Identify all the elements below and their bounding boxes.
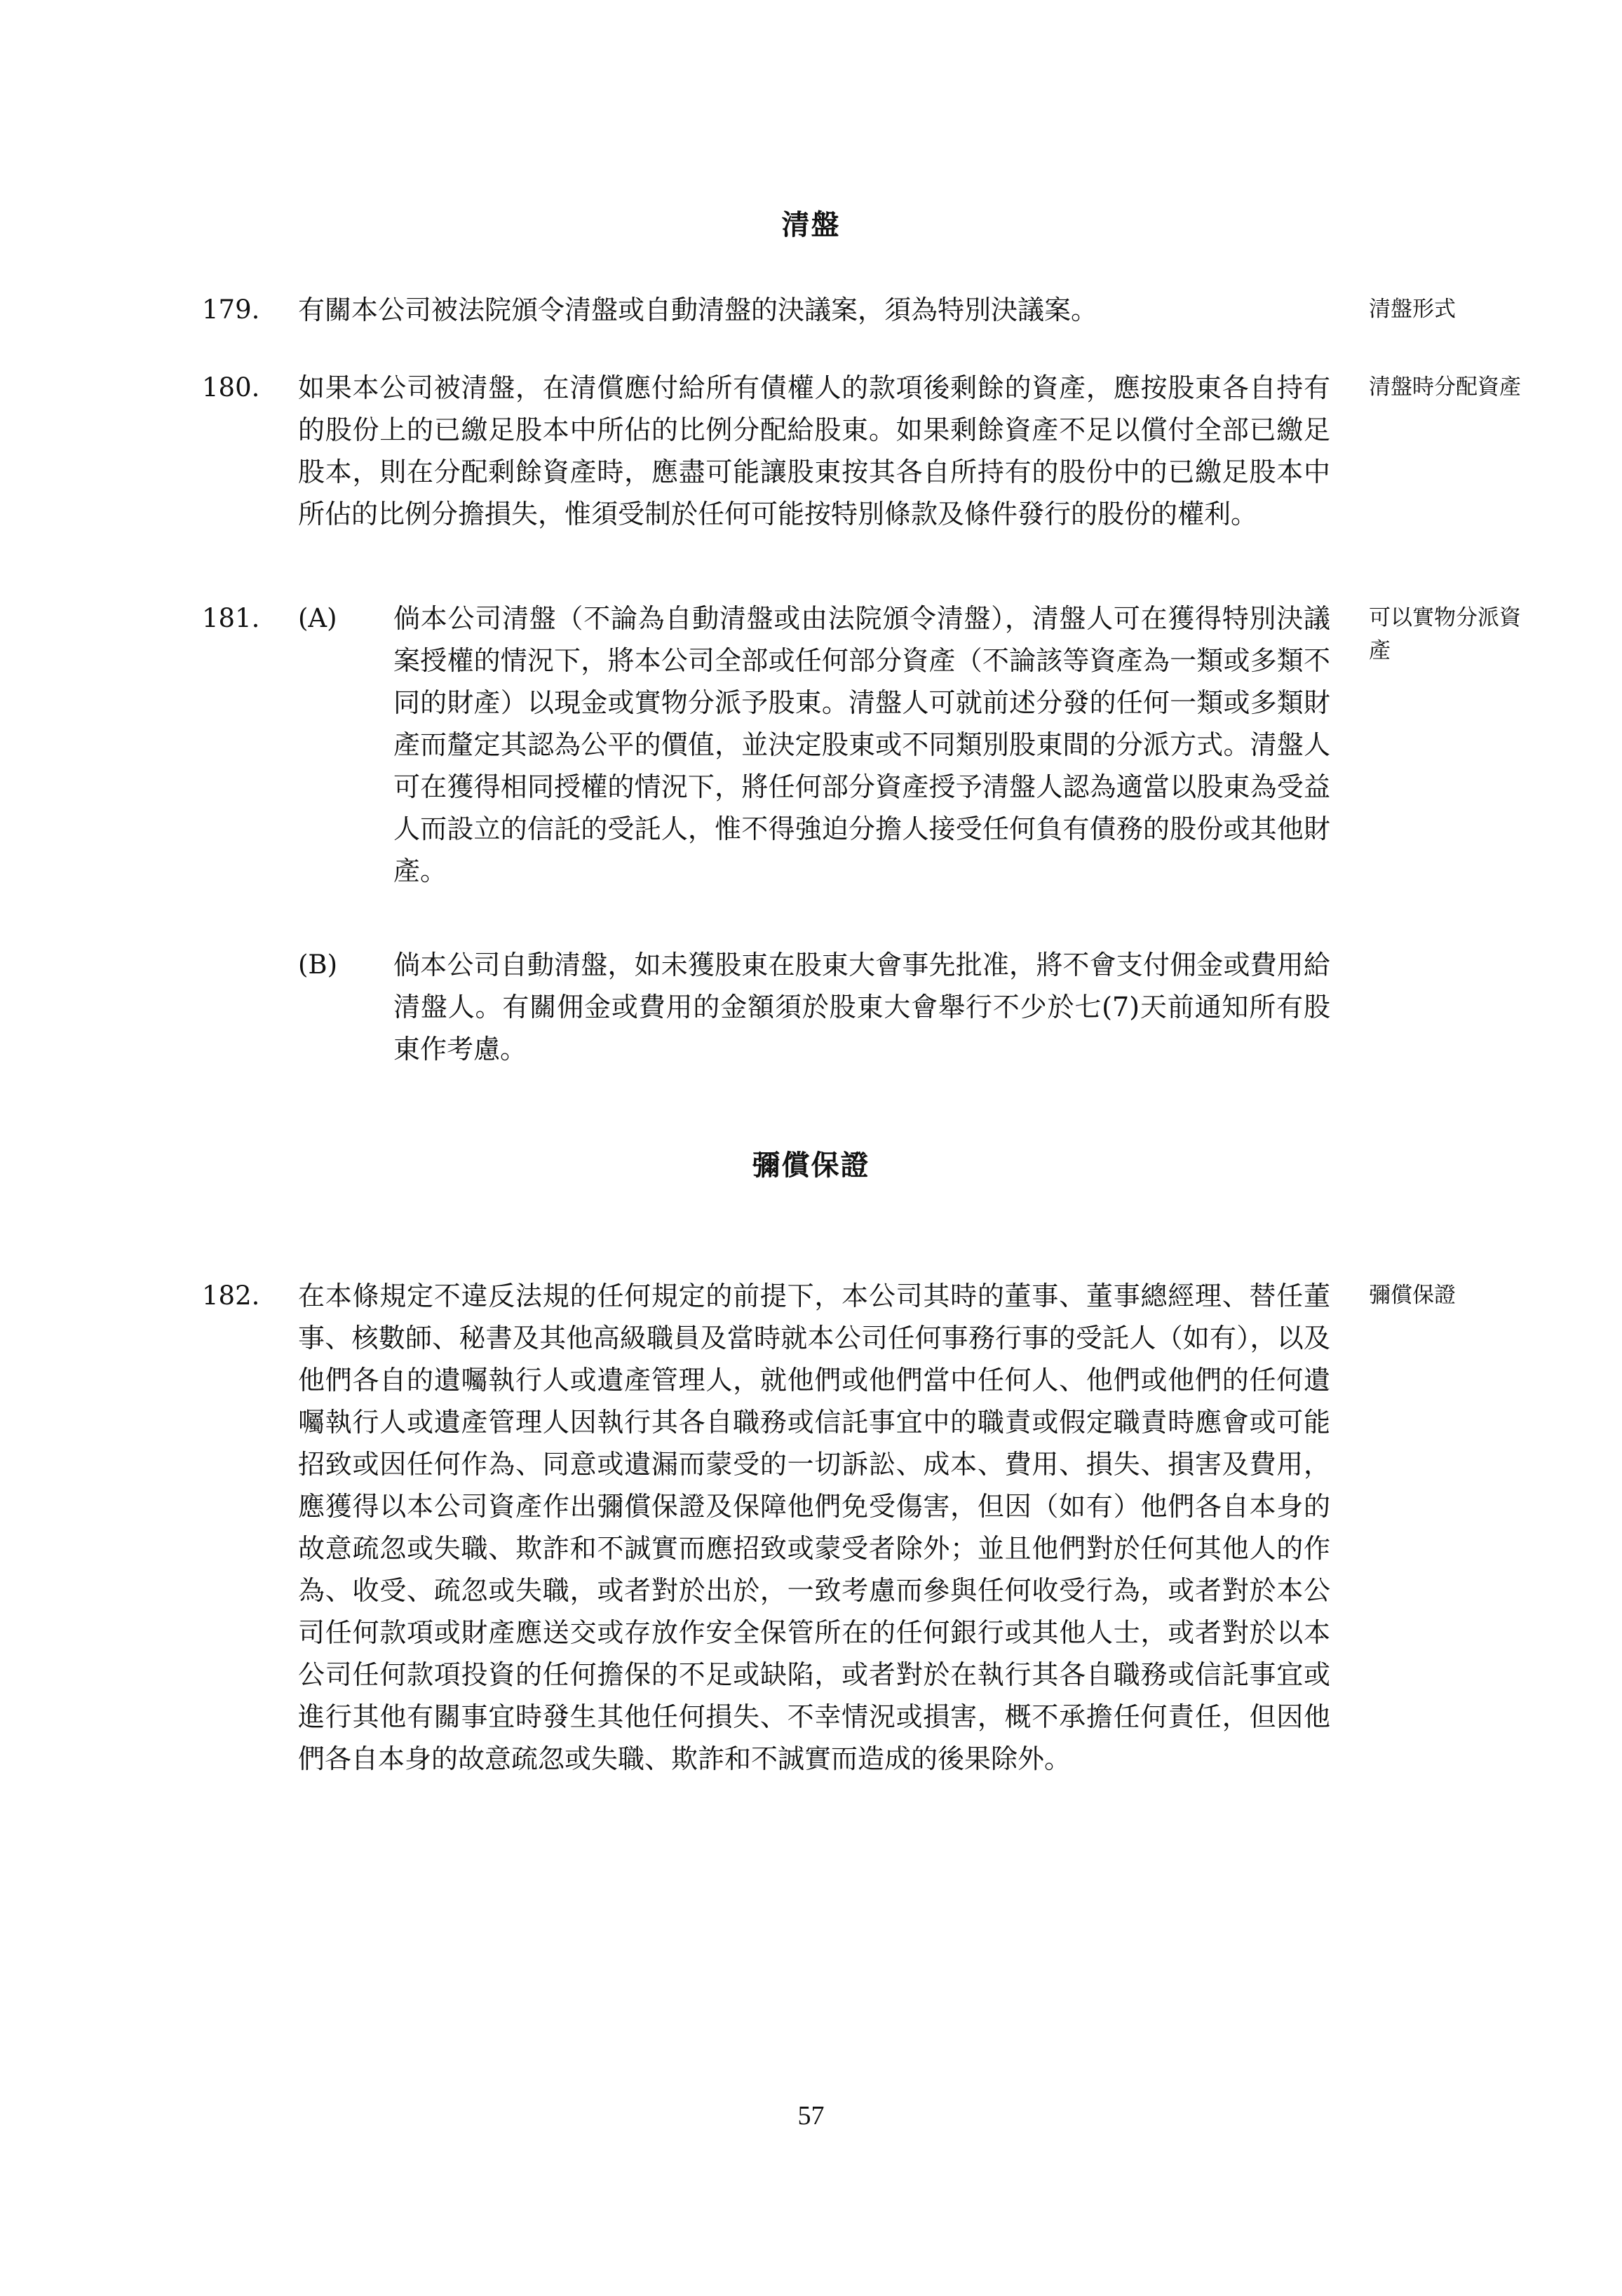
- subclause-text-181a: 倘本公司清盤（不論為自動清盤或由法院頒令清盤），清盤人可在獲得特別決議案授權的情況下，將本公司全部或任何部分資產（不論該等資產為一類或多類不同的財產）以現金或實物分派予股東。清盤人可就前述分發的任何一類或多類財產而釐定其認為公平的價值，並決定股東或不同類別股東間的分派方式。清盤人可在獲得相同授權的情況下，將任何部分資產授予清盤人認為適當以股東為受益人而設立的信託的受託人，惟不得強迫分擔人接受任何負有債務的股份或其他財產。: [393, 603, 1330, 886]
- section-heading-winding-up: 清盤: [781, 209, 841, 241]
- article-text-179: 有關本公司被法院頒令清盤或自動清盤的決議案，須為特別決議案。: [298, 295, 1098, 325]
- article-number-181: 181.: [202, 603, 260, 633]
- subclause-label-181b: (B): [298, 950, 338, 980]
- side-note-182: 彌償保證: [1369, 1283, 1456, 1308]
- article-number-179: 179.: [202, 295, 260, 325]
- article-text-180: 如果本公司被清盤，在清償應付給所有債權人的款項後剩餘的資產，應按股東各自持有的股份上的已繳足股本中所佔的比例分配給股東。如果剩餘資產不足以償付全部已繳足股本，則在分配剩餘資產時，應盡可能讓股東按其各自所持有的股份中的已繳足股本中所佔的比例分擔損失，惟須受制於任何可能按特別條款及條件發行的股份的權利。: [298, 372, 1330, 529]
- side-note-180: 清盤時分配資產: [1369, 374, 1521, 400]
- article-number-180: 180.: [202, 372, 260, 403]
- section-heading-indemnity: 彌償保證: [752, 1149, 870, 1182]
- subclause-text-181b: 倘本公司自動清盤，如未獲股東在股東大會事先批准，將不會支付佣金或費用給清盤人。有關佣金或費用的金額須於股東大會舉行不少於七(7)天前通知所有股東作考慮。: [393, 950, 1330, 1065]
- article-text-182: 在本條規定不違反法規的任何規定的前提下，本公司其時的董事、董事總經理、替任董事、核數師、秘書及其他高級職員及當時就本公司任何事務行事的受託人（如有），以及他們各自的遺囑執行人或遺產管理人，就他們或他們當中任何人、他們或他們的任何遺囑執行人或遺產管理人因執行其各自職務或信託事宜中的職責或假定職責時應會或可能招致或因任何作為、同意或遺漏而蒙受的一切訴訟、成本、費用、損失、損害及費用，應獲得以本公司資產作出彌償保證及保障他們免受傷害，但因（如有）他們各自本身的故意疏忽或失職、欺詐和不誠實而應招致或蒙受者除外；並且他們對於任何其他人的作為、收受、疏忽或失職，或者對於出於，一致考慮而參與任何收受行為，或者對於本公司任何款項或財產應送交或存放作安全保管所在的任何銀行或其他人士，或者對於以本公司任何款項投資的任何擔保的不足或缺陷，或者對於在執行其各自職務或信託事宜或進行其他有關事宜時發生其他任何損失、不幸情況或損害，概不承擔任何責任，但因他們各自本身的故意疏忽或失職、欺詐和不誠實而造成的後果除外。: [298, 1281, 1330, 1774]
- side-note-179: 清盤形式: [1369, 297, 1456, 322]
- side-note-181: 可以實物分派資產: [1369, 605, 1521, 663]
- subclause-label-181a: (A): [298, 603, 337, 633]
- article-number-182: 182.: [202, 1281, 260, 1311]
- page-number: 57: [797, 2101, 825, 2130]
